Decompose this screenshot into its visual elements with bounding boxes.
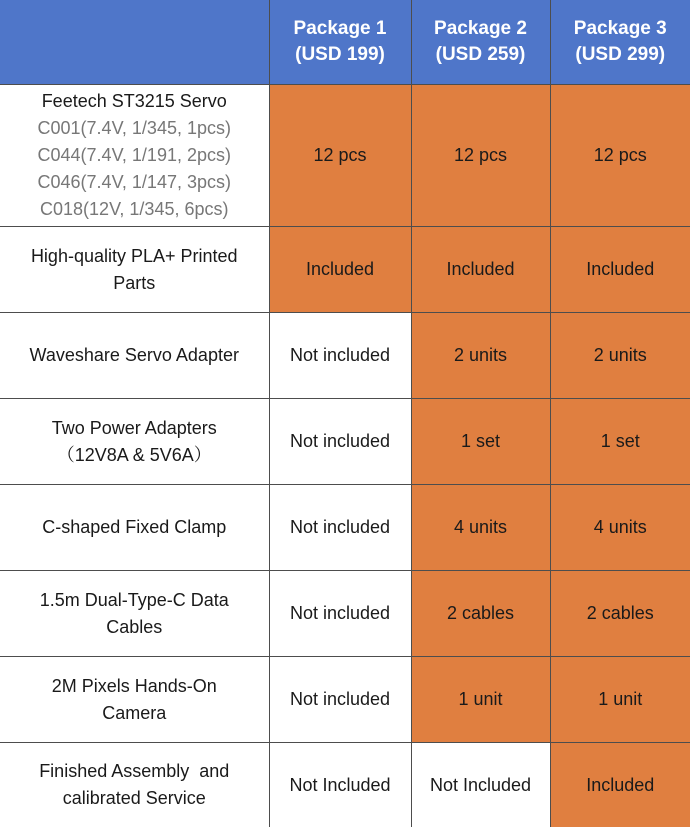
package-price: (USD 199) xyxy=(295,44,385,65)
package-1-cell: Not included xyxy=(269,485,411,571)
feature-line: 2M Pixels Hands-On xyxy=(51,675,217,696)
package-price: (USD 299) xyxy=(575,44,666,65)
servo-variant: C018(12V, 1/345, 6pcs) xyxy=(40,199,229,219)
feature-cell xyxy=(0,227,269,313)
package-3-cell: 1 unit xyxy=(550,657,690,743)
package-3-cell: 4 units xyxy=(550,485,690,571)
package-name: Package 1 xyxy=(293,18,387,39)
feature-cell xyxy=(0,657,269,743)
feature-line: Parts xyxy=(113,272,156,293)
package-2-cell: 1 set xyxy=(411,399,550,485)
table-row-data-cables xyxy=(0,571,690,657)
feature-line: Two Power Adapters xyxy=(51,417,217,438)
feature-line: C-shaped Fixed Clamp xyxy=(42,517,227,537)
package-2-cell: 12 pcs xyxy=(411,85,550,227)
package-3-cell: Included xyxy=(550,743,690,828)
package-1-cell: Included xyxy=(269,227,411,313)
package-1-cell: Not included xyxy=(269,399,411,485)
package-3-cell: 2 units xyxy=(550,313,690,399)
package-2-cell: Not Included xyxy=(411,743,550,828)
feature-name: Feetech ST3215 Servo xyxy=(41,91,227,111)
table-row-assembly-service xyxy=(0,743,690,828)
feature-cell xyxy=(0,399,269,485)
feature-line: High-quality PLA+ Printed xyxy=(30,245,238,266)
feature-cell xyxy=(0,743,269,828)
feature-line: Camera xyxy=(102,702,167,723)
package-3-cell: Included xyxy=(550,227,690,313)
feature-line: Finished Assembly and xyxy=(39,761,230,781)
header-corner-cell xyxy=(0,0,269,85)
package-3-cell: 12 pcs xyxy=(550,85,690,227)
feature-line: （12V8A & 5V6A） xyxy=(56,444,212,465)
header-package-2 xyxy=(411,0,550,85)
package-2-cell: 4 units xyxy=(411,485,550,571)
package-1-cell: Not included xyxy=(269,571,411,657)
table-row-printed-parts xyxy=(0,227,690,313)
package-2-cell: 2 cables xyxy=(411,571,550,657)
feature-cell xyxy=(0,485,269,571)
feature-line: calibrated Service xyxy=(62,788,206,808)
header-row xyxy=(0,0,690,85)
package-1-cell: 12 pcs xyxy=(269,85,411,227)
header-package-3 xyxy=(550,0,690,85)
package-1-cell: Not included xyxy=(269,313,411,399)
package-price: (USD 259) xyxy=(435,44,526,65)
package-2-cell: Included xyxy=(411,227,550,313)
package-name: Package 2 xyxy=(434,18,527,39)
package-2-cell: 2 units xyxy=(411,313,550,399)
table-row-servo xyxy=(0,85,690,227)
servo-variant: C001(7.4V, 1/345, 1pcs) xyxy=(37,118,231,138)
servo-variant: C046(7.4V, 1/147, 3pcs) xyxy=(37,172,231,192)
package-name: Package 3 xyxy=(573,18,667,39)
package-1-cell: Not included xyxy=(269,657,411,743)
table-row-power-adapters xyxy=(0,399,690,485)
feature-line: Cables xyxy=(106,616,163,637)
table-row-camera xyxy=(0,657,690,743)
package-3-cell: 2 cables xyxy=(550,571,690,657)
feature-line: Waveshare Servo Adapter xyxy=(29,345,239,365)
feature-cell xyxy=(0,85,269,227)
feature-cell xyxy=(0,313,269,399)
package-2-cell: 1 unit xyxy=(411,657,550,743)
table-row-servo-adapter xyxy=(0,313,690,399)
feature-cell xyxy=(0,571,269,657)
package-3-cell: 1 set xyxy=(550,399,690,485)
header-package-1 xyxy=(269,0,411,85)
feature-line: 1.5m Dual-Type-C Data xyxy=(39,589,229,610)
package-1-cell: Not Included xyxy=(269,743,411,828)
servo-variant: C044(7.4V, 1/191, 2pcs) xyxy=(37,145,231,165)
table-row-clamp xyxy=(0,485,690,571)
